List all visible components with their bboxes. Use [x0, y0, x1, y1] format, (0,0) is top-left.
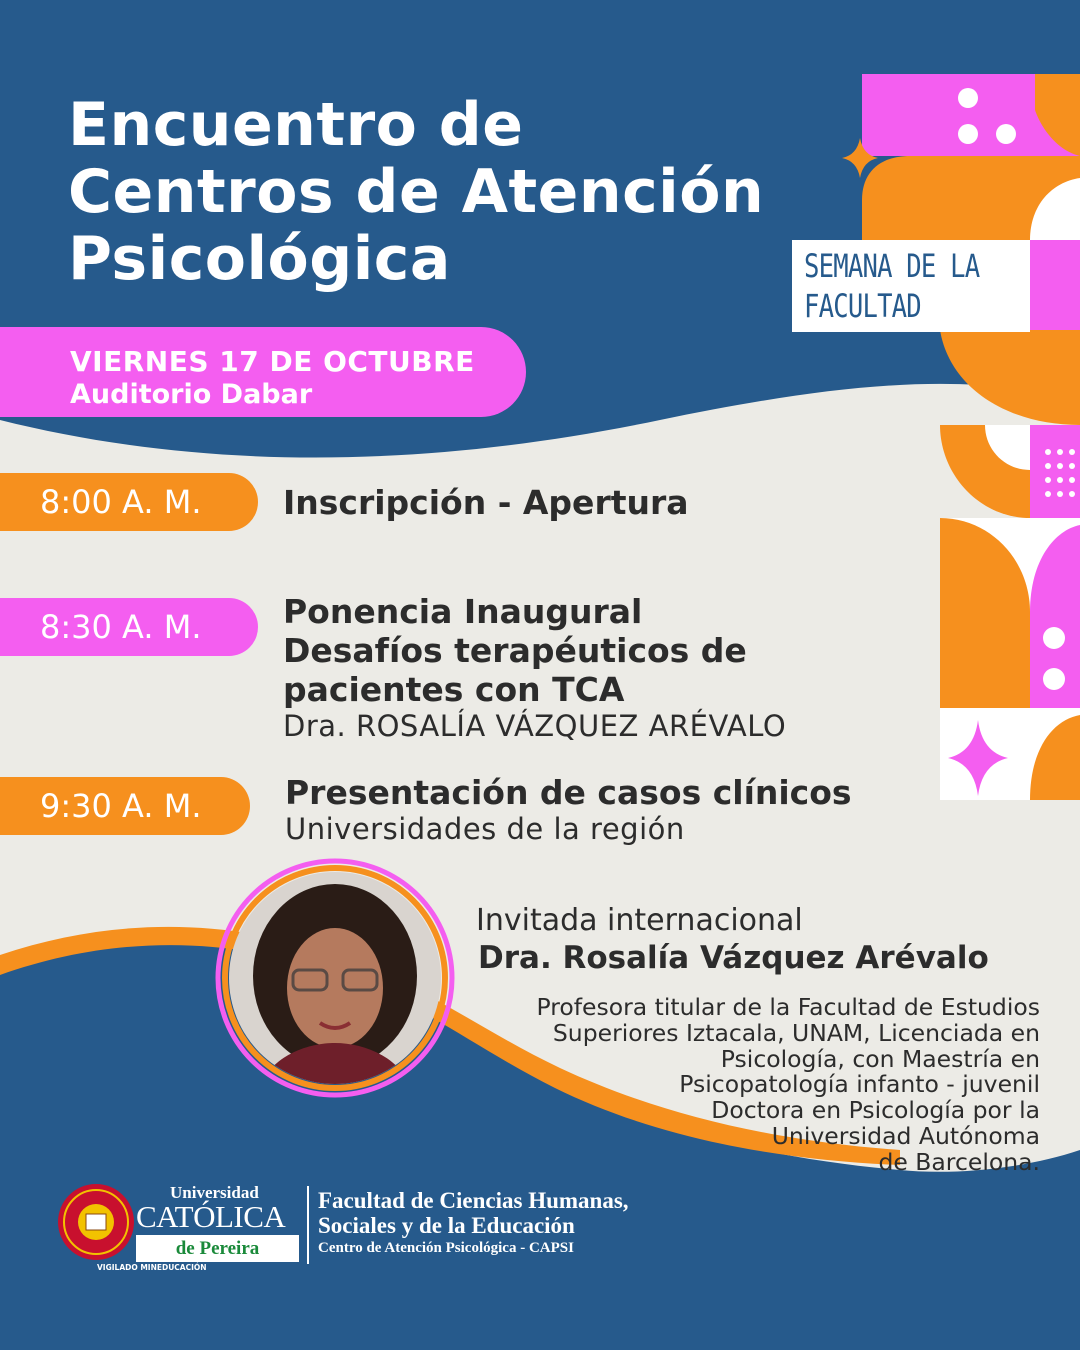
bio-line: Psicopatología infanto - juvenil [679, 1070, 1040, 1099]
event-venue: Auditorio Dabar [70, 379, 313, 410]
guest-name: Dra. Rosalía Vázquez Arévalo [478, 940, 989, 976]
title-line: Encuentro de [68, 90, 524, 160]
title-line: Psicológica [68, 224, 451, 294]
schedule-title: Ponencia Inaugural [283, 592, 643, 631]
bio-line: Profesora titular de la Facultad de Estudios [536, 993, 1040, 1021]
center-name: Centro de Atención Psicológica - CAPSI [318, 1240, 574, 1256]
title-line: Centros de Atención [68, 157, 765, 227]
faculty-line: Sociales y de la Educación [318, 1213, 575, 1238]
bio-line: Doctora en Psicología por la [711, 1096, 1040, 1125]
university-line: CATÓLICA [136, 1199, 286, 1234]
bio-line: de Barcelona. [878, 1147, 1040, 1176]
avatar [215, 858, 455, 1098]
schedule-item [283, 592, 786, 744]
time-pill: 9:30 A. M. [0, 777, 250, 835]
schedule-speaker: Dra. ROSALÍA VÁZQUEZ ARÉVALO [283, 709, 787, 743]
semana-text [804, 246, 979, 326]
guest-label: Invitada internacional [476, 903, 803, 938]
semana-line: FACULTAD [804, 287, 921, 325]
schedule-item [283, 483, 689, 522]
vigilado-text: VIGILADO MINEDUCACIÓN [97, 1263, 207, 1272]
bio-line: Superiores Iztacala, UNAM, Licenciada en [552, 1018, 1040, 1047]
event-date: VIERNES 17 DE OCTUBRE [70, 345, 475, 378]
faculty-info [318, 1188, 629, 1258]
guest-bio [480, 995, 1040, 1176]
schedule-title: pacientes con TCA [283, 670, 625, 709]
guest-photo [215, 858, 455, 1098]
university-line: Universidad [170, 1183, 259, 1202]
semana-badge [792, 240, 1030, 332]
footer-divider [307, 1186, 309, 1264]
date-banner [0, 327, 526, 417]
time-pill: 8:00 A. M. [0, 473, 258, 531]
schedule-title: Inscripción - Apertura [283, 483, 689, 522]
bio-line: Psicología, con Maestría en [720, 1044, 1040, 1073]
schedule-title: Presentación de casos clínicos [285, 773, 852, 812]
schedule-speaker: Universidades de la región [285, 812, 685, 846]
bio-line: Universidad Autónoma [771, 1121, 1040, 1150]
faculty-line: Facultad de Ciencias Humanas, [318, 1188, 629, 1213]
page-title [68, 92, 764, 293]
schedule-item [285, 773, 852, 847]
semana-line: SEMANA DE LA [804, 247, 980, 285]
university-line: de Pereira [136, 1235, 299, 1262]
schedule-title: Desafíos terapéuticos de [283, 631, 747, 670]
time-pill: 8:30 A. M. [0, 598, 258, 656]
